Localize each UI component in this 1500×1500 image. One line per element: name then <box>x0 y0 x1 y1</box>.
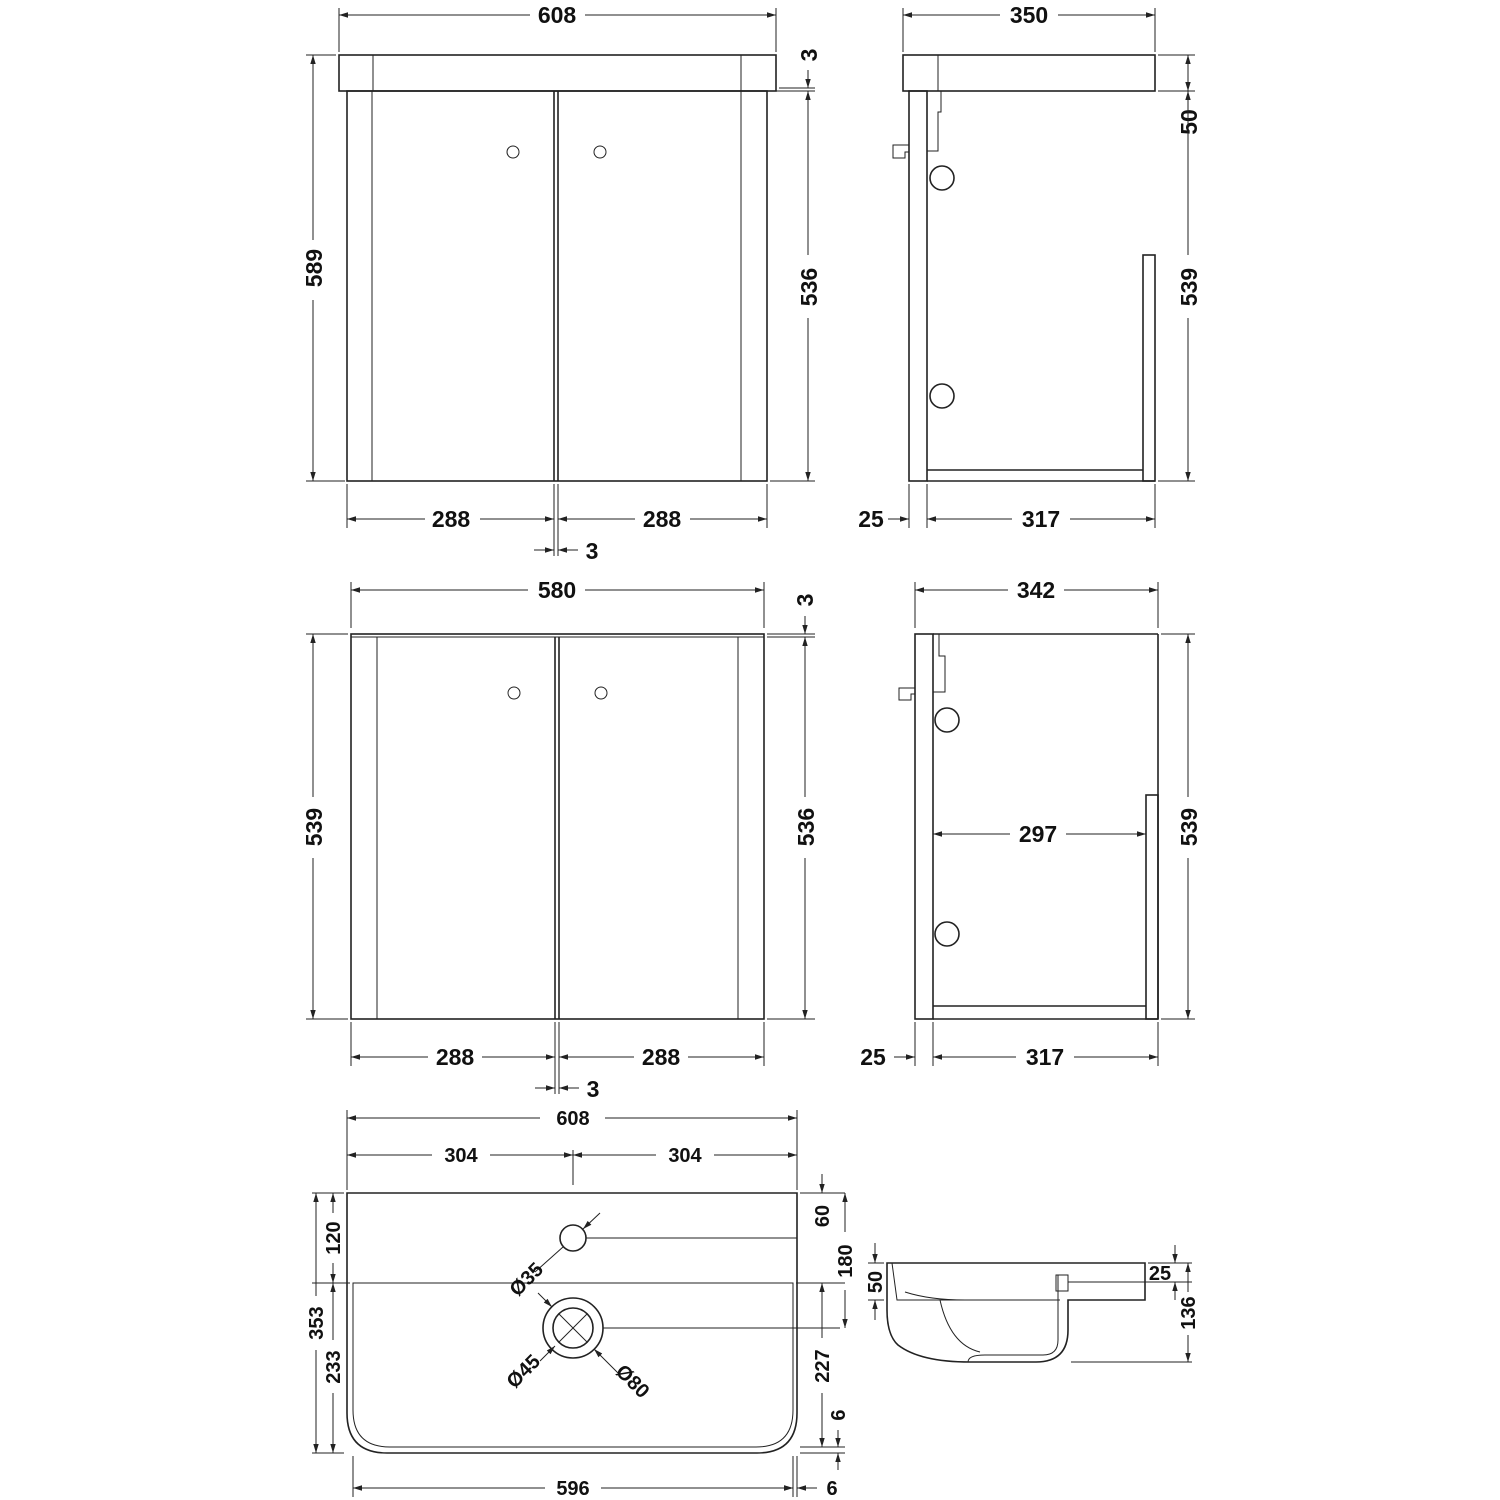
service-hole-lower <box>930 384 954 408</box>
door-knob-left <box>508 687 520 699</box>
dim-bowl-width: 596 <box>556 1478 590 1500</box>
door-knob-right <box>594 146 606 158</box>
service-hole-lower <box>935 922 959 946</box>
dim-rim-thickness: 25 <box>1148 1263 1172 1285</box>
dim-rim-height: 50 <box>865 1270 887 1294</box>
dim-door-right: 288 <box>641 1044 681 1070</box>
basin-side-section <box>865 1243 1200 1362</box>
dim-tap-hole-dist: 60 <box>812 1204 834 1228</box>
dim-depth: 342 <box>1016 577 1056 603</box>
side-elevation-with-top <box>858 2 1202 532</box>
dim-height-body: 536 <box>796 267 822 307</box>
door-knob-left <box>507 146 519 158</box>
dim-height-total: 589 <box>301 248 327 288</box>
dim-half-left: 304 <box>444 1145 478 1167</box>
dim-width: 580 <box>537 577 577 603</box>
dim-top-thickness: 3 <box>796 48 822 62</box>
service-hole-upper <box>935 708 959 732</box>
dim-width-total: 608 <box>556 1108 590 1130</box>
dim-door-left: 288 <box>435 1044 475 1070</box>
dim-body-depth: 317 <box>1025 1044 1065 1070</box>
front-elevation-cabinet <box>301 577 819 1102</box>
dim-half-right: 304 <box>668 1145 702 1167</box>
dim-waste-dist: 180 <box>835 1244 857 1278</box>
dim-waste-inner-dia: Ø45 <box>502 1350 545 1393</box>
dim-bowl-height: 136 <box>1178 1296 1200 1330</box>
dim-top-height: 50 <box>1176 109 1202 135</box>
dim-tap-offset-top: 120 <box>323 1221 345 1255</box>
dim-door-gap: 3 <box>585 538 599 564</box>
front-elevation-with-top <box>301 2 822 564</box>
dim-width: 608 <box>537 2 577 28</box>
dim-bowl-depth-right: 227 <box>812 1349 834 1383</box>
dim-body-height: 539 <box>1176 267 1202 307</box>
dim-height-body: 536 <box>793 807 819 847</box>
dim-waste-outer-dia: Ø80 <box>611 1360 654 1403</box>
dim-door-left: 288 <box>431 506 471 532</box>
dim-rim-side: 6 <box>826 1478 838 1500</box>
dim-height-total: 539 <box>301 807 327 847</box>
basin-plan-view <box>306 1108 857 1500</box>
dim-tap-hole-dia: Ø35 <box>505 1258 548 1301</box>
door-knob-right <box>595 687 607 699</box>
dim-body-depth: 317 <box>1021 506 1061 532</box>
side-elevation-cabinet <box>860 577 1202 1070</box>
dim-body-height: 539 <box>1176 807 1202 847</box>
dim-door-gap: 3 <box>586 1076 600 1102</box>
dim-door-right: 288 <box>642 506 682 532</box>
dim-bowl-depth-left: 233 <box>323 1350 345 1384</box>
service-hole-upper <box>930 166 954 190</box>
dim-rim-bottom: 6 <box>828 1409 850 1421</box>
dim-top-thickness: 3 <box>792 593 818 607</box>
tap-hole <box>560 1225 586 1251</box>
dim-wall-gap: 25 <box>858 506 884 532</box>
dim-inner-depth: 297 <box>1018 821 1058 847</box>
dim-wall-gap: 25 <box>860 1044 886 1070</box>
dim-depth: 350 <box>1009 2 1049 28</box>
dim-depth-total: 353 <box>306 1306 328 1340</box>
